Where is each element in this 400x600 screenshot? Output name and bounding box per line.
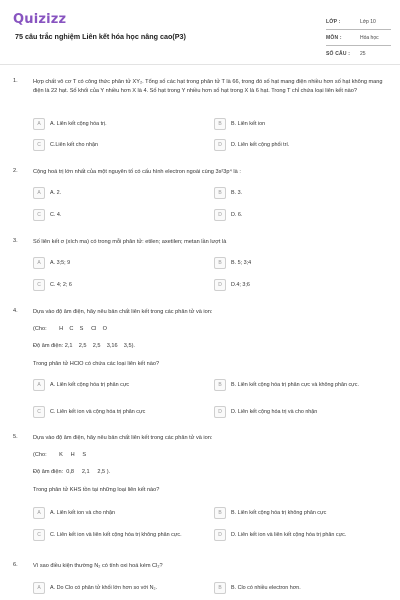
option-d[interactable] [214, 526, 376, 544]
option-a[interactable] [33, 581, 195, 595]
question-number: 4. [13, 308, 18, 314]
question-text: Số liên kết σ (xích ma) có trong mỗi phân tử: etilen; axetilen; metan lần lượt là [33, 239, 227, 245]
header-divider [0, 64, 400, 65]
option-b[interactable] [214, 186, 376, 200]
meta-key: MÔN : [326, 34, 342, 41]
question-2 [13, 168, 387, 228]
question-number: 2. [13, 168, 18, 174]
question-text: Dựa vào độ âm điện, hãy nêu bản chất liên kết trong các phân tử và ion: [33, 309, 213, 315]
option-text: D. 6. [231, 211, 243, 218]
option-text: D. Liên kết ion và liên kết cộng hóa trị phân cực. [231, 531, 347, 538]
option-text: B. Liên kết cộng hóa trị không phân cực [231, 509, 327, 516]
option-a[interactable] [33, 117, 195, 131]
option-b[interactable] [214, 256, 376, 270]
option-b[interactable] [214, 376, 376, 394]
option-text: A. Liên kết cộng hóa trị phân cực [50, 381, 130, 388]
question-text: Hợp chất vô cơ T có công thức phân tử XY₂. Tổng số các hạt trong phân tử T là 66, trong đó số hạt mang điện nhiều hơn số hạt không mang điện là 22 hạt. Số khối của Y nhiều hơn X là 4. Số hạt trong Y nhiều hơn số hạt trong X là 6 hạt. Trong T chỉ chứa loại liên kết nào? [33, 79, 383, 94]
option-text: D. Liên kết cộng hóa trị và cho nhận [231, 408, 318, 415]
option-letter: A [33, 582, 45, 594]
question-1 [13, 78, 387, 158]
option-letter: B [214, 379, 226, 391]
option-c[interactable] [33, 138, 195, 152]
option-text: C. 4. [50, 211, 62, 218]
option-text: B. Liên kết cộng hóa trị phân cực và không phân cực. [231, 381, 359, 388]
meta-key: LỚP : [326, 18, 341, 25]
meta-value: Lớp 10 [360, 18, 376, 25]
option-letter: D [214, 209, 226, 221]
meta-grade [326, 14, 391, 30]
page-title: 75 câu trắc nghiệm Liên kết hóa học nâng cao(P3) [15, 32, 186, 41]
option-c[interactable] [33, 405, 195, 419]
option-a[interactable] [33, 506, 195, 520]
option-text: A. Liên kết ion và cho nhận [50, 509, 116, 516]
option-text: C. 4; 2; 6 [50, 281, 72, 288]
question-4 [13, 308, 387, 428]
question-6 [13, 562, 387, 598]
option-b[interactable] [214, 117, 376, 131]
option-b[interactable] [214, 581, 376, 595]
option-letter: D [214, 529, 226, 541]
question-text: Vì sao điều kiện thường N₂ có tính oxi hoá kém Cl₂? [33, 563, 163, 569]
option-a[interactable] [33, 376, 195, 394]
option-d[interactable] [214, 138, 376, 152]
quizizz-logo: Quizizz [13, 12, 67, 27]
question-number: 1. [13, 78, 18, 84]
worksheet-meta [326, 14, 391, 61]
option-text: B. Liên kết ion [231, 120, 266, 127]
option-text: C.Liên kết cho nhận [50, 141, 98, 148]
question-given: Độ âm điện: 2,1 2,5 2,5 3,16 3,5). [33, 343, 135, 349]
option-d[interactable] [214, 278, 376, 292]
option-text: A. Do Clo có phân tử khối lớn hơn so với N₂. [50, 584, 158, 591]
option-letter: D [214, 406, 226, 418]
option-letter: A [33, 257, 45, 269]
question-given: Độ âm điện: 0,8 2,1 2,5 ). [33, 469, 111, 475]
question-text: Dựa vào độ âm điện, hãy nêu bản chất liên kết trong các phân tử và ion: [33, 435, 213, 441]
question-number: 3. [13, 238, 18, 244]
option-text: C. Liên kết ion và cộng hóa trị phân cực [50, 408, 146, 415]
option-letter: B [214, 582, 226, 594]
option-text: B. 5; 3;4 [231, 259, 252, 266]
question-prompt: Trong phân tử KHS tồn tại những loại liên kết nào? [33, 487, 160, 493]
option-text: C. Liên kết ion và liên kết cộng hóa trị không phân cực. [50, 531, 182, 538]
option-letter: D [214, 139, 226, 151]
option-d[interactable] [214, 405, 376, 419]
option-letter: B [214, 187, 226, 199]
option-c[interactable] [33, 278, 195, 292]
option-a[interactable] [33, 256, 195, 270]
option-letter: A [33, 379, 45, 391]
question-number: 5. [13, 434, 18, 440]
option-letter: C [33, 209, 45, 221]
question-text: Cộng hoá trị lớn nhất của một nguyên tố có cấu hình electron ngoài cùng 3s²3p⁴ là : [33, 169, 241, 175]
question-number: 6. [13, 562, 18, 568]
option-c[interactable] [33, 526, 195, 544]
option-d[interactable] [214, 208, 376, 222]
option-text: A. Liên kết cộng hóa trị. [50, 120, 107, 127]
question-given: (Cho: H C S Cl O [33, 326, 107, 332]
meta-subject [326, 30, 391, 46]
option-text: D.4; 3;6 [231, 281, 250, 288]
meta-key: SỐ CÂU : [326, 50, 351, 57]
meta-question-count [326, 46, 391, 61]
option-letter: B [214, 507, 226, 519]
option-text: A. 2. [50, 189, 62, 196]
option-text: B. Clo có nhiều electron hơn. [231, 584, 301, 591]
option-letter: C [33, 279, 45, 291]
option-letter: C [33, 529, 45, 541]
option-letter: B [214, 257, 226, 269]
question-3 [13, 238, 387, 298]
option-text: D. Liên kết cộng phối trí. [231, 141, 290, 148]
option-text: A. 3;5; 9 [50, 259, 71, 266]
option-c[interactable] [33, 208, 195, 222]
option-letter: A [33, 187, 45, 199]
option-letter: C [33, 139, 45, 151]
question-prompt: Trong phân tử HClO có chứa các loại liên kết nào? [33, 361, 160, 367]
option-a[interactable] [33, 186, 195, 200]
question-5 [13, 434, 387, 554]
meta-value: Hóa học [360, 34, 379, 41]
option-text: B. 3. [231, 189, 243, 196]
option-letter: D [214, 279, 226, 291]
question-given: (Cho: K H S [33, 452, 87, 458]
option-letter: A [33, 507, 45, 519]
option-letter: C [33, 406, 45, 418]
meta-value: 25 [360, 50, 366, 57]
option-letter: A [33, 118, 45, 130]
option-b[interactable] [214, 506, 376, 520]
option-letter: B [214, 118, 226, 130]
